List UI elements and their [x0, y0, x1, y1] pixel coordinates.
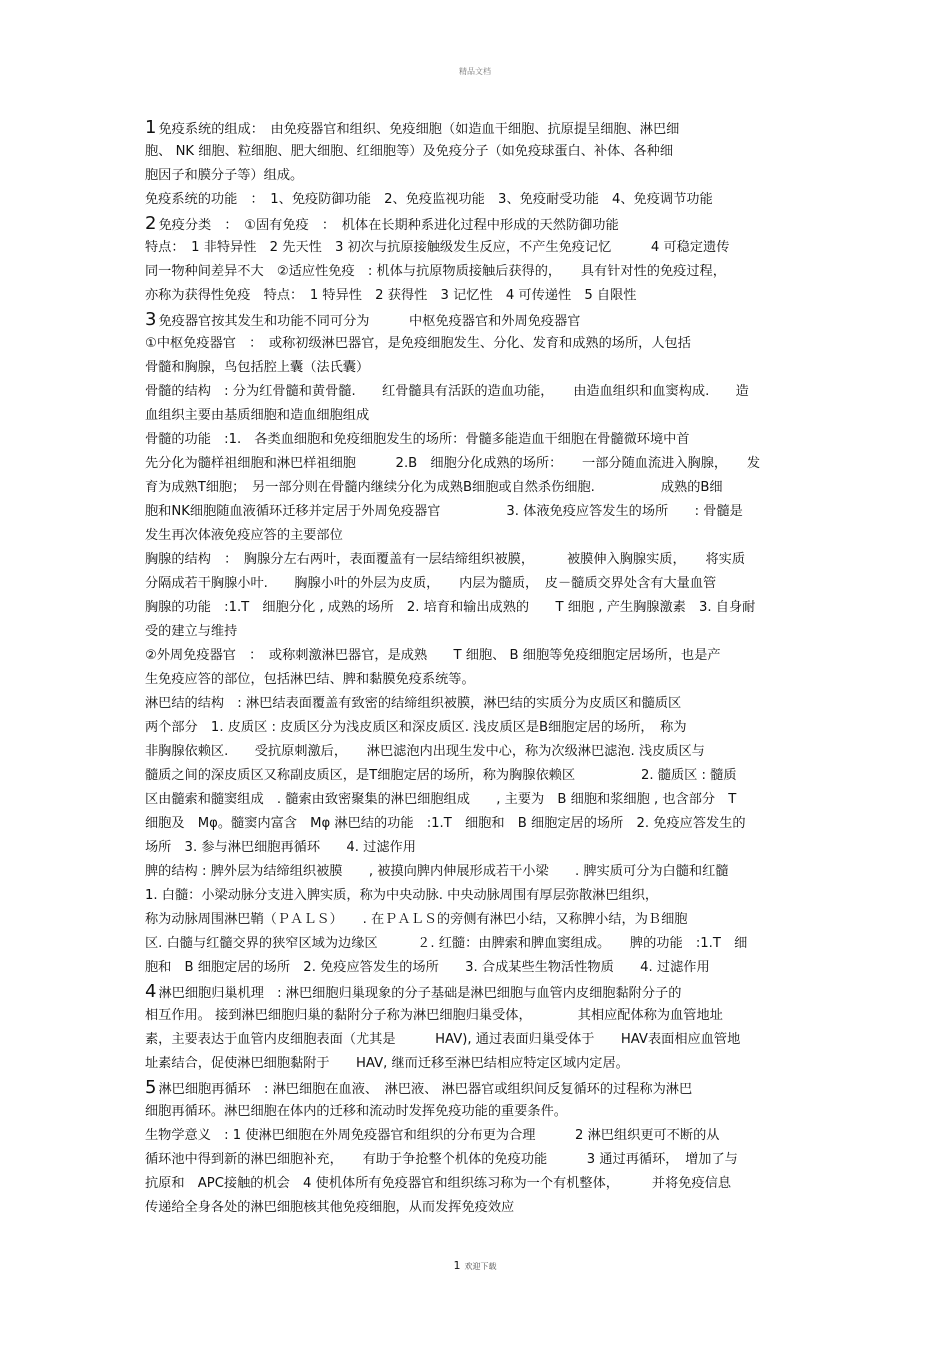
line-text: 免疫分类 ： ①固有免疫 ： 机体在长期种系进化过程中形成的天然防御功能 [158, 218, 619, 233]
page-footer [0, 1259, 950, 1272]
line-text: 骨髓的功能 :1. 各类血细胞和免疫细胞发生的场所：骨髓多能造血干细胞在骨髓微环境中首 [145, 432, 690, 447]
line-text: 非胸腺依赖区. 受抗原刺激后， 淋巴滤泡内出现生发中心，称为次级淋巴滤泡. 浅皮质区与 [145, 744, 705, 759]
text-line [145, 716, 815, 740]
line-text: 两个部分 1. 皮质区 : 皮质区分为浅皮质区和深皮质区. 浅皮质区是B细胞定居的场所， 称为 [145, 720, 687, 735]
document-body [145, 116, 815, 1220]
text-line [145, 860, 815, 884]
page-header: 精品文档 [459, 67, 491, 76]
line-text: 生物学意义 : 1 使淋巴细胞在外周免疫器官和组织的分布更为合理 2 淋巴组织更可不断的从 [145, 1128, 720, 1143]
text-line [145, 836, 815, 860]
line-text: 同一物种间差异不大 ②适应性免疫 : 机体与抗原物质接触后获得的， 具有针对性的免疫过程， [145, 264, 726, 279]
text-line [145, 284, 815, 308]
section-heading-line [145, 1076, 815, 1100]
line-text: 胞和 B 细胞定居的场所 2. 免疫应答发生的场所 3. 合成某些生物活性物质 4. 过滤作用 [145, 960, 710, 975]
line-text: 骨髓的结构 : 分为红骨髓和黄骨髓. 红骨髓具有活跃的造血功能， 由造血组织和血窦构成. 造 [145, 384, 749, 399]
text-line [145, 788, 815, 812]
text-line [145, 1052, 815, 1076]
line-text: 先分化为髓样祖细胞和淋巴样祖细胞 2.B 细胞分化成熟的场所： 一部分随血流进入胸腺， 发 [145, 456, 761, 471]
text-line [145, 140, 815, 164]
text-line [145, 260, 815, 284]
text-line [145, 908, 815, 932]
text-line [145, 740, 815, 764]
line-text: 胞、 NK 细胞、粒细胞、肥大细胞、红细胞等）及免疫分子（如免疫球蛋白、补体、各种细 [145, 144, 674, 159]
line-text: 址素结合，促使淋巴细胞黏附于 HAV, 继而迁移至淋巴结相应特定区域内定居。 [145, 1056, 629, 1071]
line-text: 血组织主要由基质细胞和造血细胞组成 [145, 408, 370, 423]
section-heading-line [145, 308, 815, 332]
line-text: 特点： 1 非特异性 2 先天性 3 初次与抗原接触级发生反应，不产生免疫记忆 4 可稳定遗传 [145, 240, 730, 255]
section-number: 4 [145, 981, 157, 1002]
text-line [145, 644, 815, 668]
text-line [145, 956, 815, 980]
text-line [145, 668, 815, 692]
line-text: 循环池中得到新的淋巴细胞补充， 有助于争抢整个机体的免疫功能 3 通过再循环， 增加了与 [145, 1152, 738, 1167]
line-text: 区由髓索和髓窦组成 . 髓索由致密聚集的淋巴细胞组成 , 主要为 B 细胞和浆细胞 , 也含部分 T [145, 792, 737, 807]
line-text: 称为动脉周围淋巴鞘（ＰＡＬＳ） . 在ＰＡＬＳ的旁侧有淋巴小结，又称脾小结，为Ｂ细胞 [145, 912, 688, 927]
line-text: 淋巴细胞归巢机理 : 淋巴细胞归巢现象的分子基础是淋巴细胞与血管内皮细胞黏附分子的 [158, 986, 682, 1001]
text-line [145, 620, 815, 644]
line-text: 受的建立与维持 [145, 624, 238, 639]
text-line [145, 548, 815, 572]
text-line [145, 236, 815, 260]
section-number: 5 [145, 1077, 157, 1098]
line-text: 场所 3. 参与淋巴细胞再循环 4. 过滤作用 [145, 840, 416, 855]
line-text: 脾的结构 : 脾外层为结缔组织被膜 , 被摸向脾内伸展形成若干小梁 . 脾实质可分为白髓和红髓 [145, 864, 729, 879]
line-text: 1. 白髓：小梁动脉分支进入脾实质，称为中央动脉. 中央动脉周围有厚层弥散淋巴组织， [145, 888, 659, 903]
line-text: 生免疫应答的部位，包括淋巴结、脾和黏膜免疫系统等。 [145, 672, 475, 687]
text-line [145, 452, 815, 476]
text-line [145, 428, 815, 452]
text-line [145, 164, 815, 188]
page-number: 1 [453, 1259, 461, 1272]
text-line [145, 1172, 815, 1196]
text-line [145, 692, 815, 716]
line-text: 髓质之间的深皮质区又称副皮质区，是T细胞定居的场所，称为胸腺依赖区 2. 髓质区 : 髓质 [145, 768, 737, 783]
line-text: 区. 白髓与红髓交界的狭窄区域为边缘区 ２. 红髓：由脾索和脾血窦组成。 脾的功能 :1.T 细 [145, 936, 748, 951]
line-text: 抗原和 APC接触的机会 4 使机体所有免疫器官和组织练习称为一个有机整体， 并将免疫信息 [145, 1176, 732, 1191]
section-heading-line [145, 116, 815, 140]
section-number: 1 [145, 117, 157, 138]
text-line [145, 596, 815, 620]
line-text: 免疫系统的组成： 由免疫器官和组织、免疫细胞（如造血干细胞、抗原提呈细胞、淋巴细 [158, 122, 680, 137]
footer-text: 欢迎下载 [464, 1262, 497, 1271]
line-text: ①中枢免疫器官 ： 或称初级淋巴器官，是免疫细胞发生、分化、发育和成熟的场所，人包括 [145, 336, 691, 351]
text-line [145, 1100, 815, 1124]
text-line [145, 188, 815, 212]
line-text: 胞因子和膜分子等）组成。 [145, 168, 304, 183]
text-line [145, 1196, 815, 1220]
line-text: 细胞及 Mφ。髓窦内富含 Mφ 淋巴结的功能 :1.T 细胞和 B 细胞定居的场所 2. 免疫应答发生的 [145, 816, 746, 831]
text-line [145, 404, 815, 428]
text-line [145, 380, 815, 404]
text-line [145, 764, 815, 788]
line-text: 亦称为获得性免疫 特点： 1 特异性 2 获得性 3 记忆性 4 可传递性 5 自限性 [145, 288, 637, 303]
line-text: 胸腺的结构 ： 胸腺分左右两叶，表面覆盖有一层结缔组织被膜， 被膜伸入胸腺实质， 将实质 [145, 552, 746, 567]
text-line [145, 884, 815, 908]
text-line [145, 572, 815, 596]
text-line [145, 1004, 815, 1028]
line-text: ②外周免疫器官 ： 或称刺激淋巴器官，是成熟 T 细胞、 B 细胞等免疫细胞定居场所，也是产 [145, 648, 721, 663]
line-text: 育为成熟T细胞； 另一部分则在骨髓内继续分化为成熟B细胞或自然杀伤细胞. 成熟的B细 [145, 480, 723, 495]
section-heading-line [145, 980, 815, 1004]
line-text: 免疫系统的功能 ： 1、免疫防御功能 2、免疫监视功能 3、免疫耐受功能 4、免疫调节功能 [145, 192, 713, 207]
section-number: 2 [145, 213, 157, 234]
line-text: 胸腺的功能 :1.T 细胞分化 , 成熟的场所 2. 培育和输出成熟的 T 细胞 , 产生胸腺激素 3. 自身耐 [145, 600, 756, 615]
text-line [145, 1028, 815, 1052]
section-number: 3 [145, 309, 157, 330]
text-line [145, 476, 815, 500]
line-text: 淋巴结的结构 : 淋巴结表面覆盖有致密的结缔组织被膜，淋巴结的实质分为皮质区和髓质区 [145, 696, 682, 711]
line-text: 分隔成若干胸腺小叶. 胸腺小叶的外层为皮质， 内层为髓质， 皮－髓质交界处含有大量血管 [145, 576, 717, 591]
text-line [145, 1124, 815, 1148]
line-text: 骨髓和胸腺，鸟包括腔上囊（法氏囊） [145, 360, 370, 375]
text-line [145, 332, 815, 356]
text-line [145, 1148, 815, 1172]
line-text: 胞和NK细胞随血液循环迁移并定居于外周免疫器官 3. 体液免疫应答发生的场所 : 骨髓是 [145, 504, 743, 519]
line-text: 细胞再循环。淋巴细胞在体内的迁移和流动时发挥免疫功能的重要条件。 [145, 1104, 567, 1119]
text-line [145, 356, 815, 380]
line-text: 相互作用。 接到淋巴细胞归巢的黏附分子称为淋巴细胞归巢受体， 其相应配体称为血管地址 [145, 1008, 723, 1023]
text-line [145, 524, 815, 548]
line-text: 免疫器官按其发生和功能不同可分为 中枢免疫器官和外周免疫器官 [158, 314, 581, 329]
line-text: 素，主要表达于血管内皮细胞表面（尤其是 HAV), 通过表面归巢受体于 HAV表面相应血管地 [145, 1032, 741, 1047]
line-text: 淋巴细胞再循环 : 淋巴细胞在血液、 淋巴液、 淋巴器官或组织间反复循环的过程称为淋巴 [158, 1082, 693, 1097]
text-line [145, 812, 815, 836]
section-heading-line [145, 212, 815, 236]
text-line [145, 500, 815, 524]
text-line [145, 932, 815, 956]
line-text: 传递给全身各处的淋巴细胞核其他免疫细胞，从而发挥免疫效应 [145, 1200, 515, 1215]
line-text: 发生再次体液免疫应答的主要部位 [145, 528, 343, 543]
